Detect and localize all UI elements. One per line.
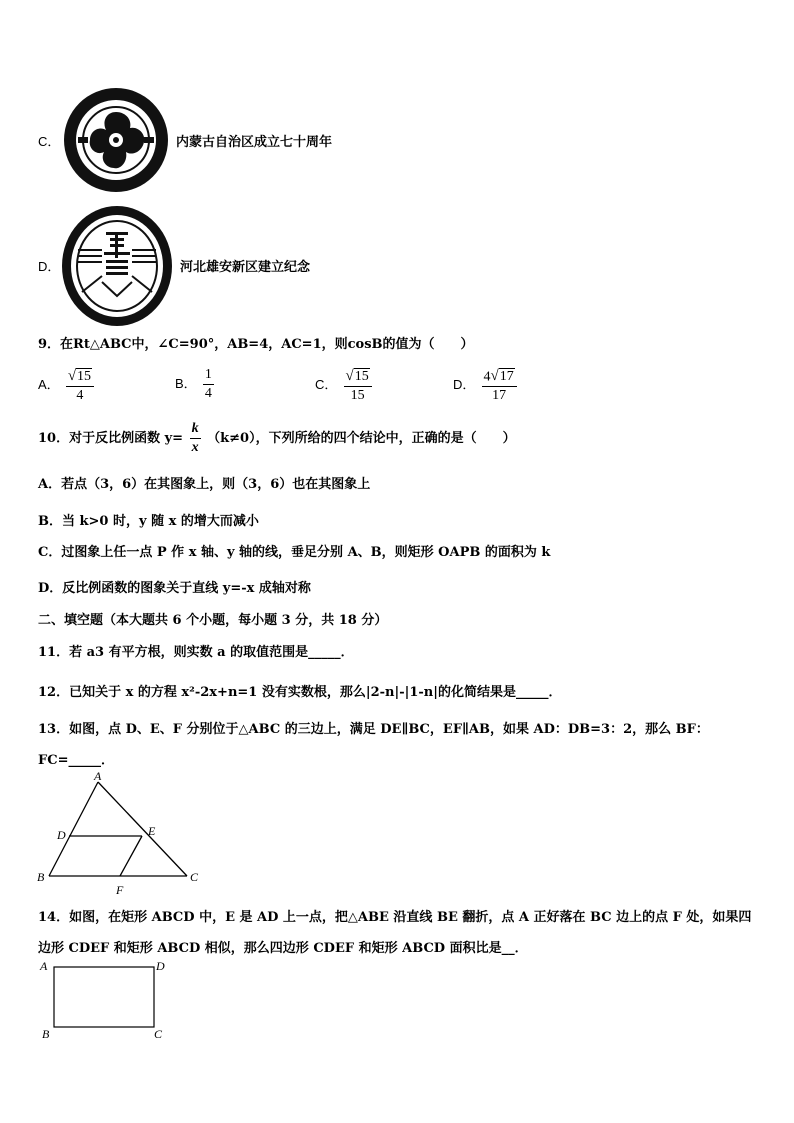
q9-option-c xyxy=(315,368,374,403)
option-c-caption: 内蒙古自治区成立七十周年 xyxy=(176,134,333,149)
fraction-k-over-x: $\frac{k}{x}$ xyxy=(191,421,199,455)
q12: 12．已知关于 x 的方程 x²-2x+n=1 没有实数根，那么|2-n|-|1-n|的化简结果是_____． xyxy=(38,685,562,700)
option-d-caption: 河北雄安新区建立纪念 xyxy=(180,259,311,274)
label-B: B xyxy=(42,1027,50,1041)
q9-option-b xyxy=(175,368,216,401)
q13-line2: FC=_____． xyxy=(38,753,114,768)
fraction: 4 √ 17 17 xyxy=(482,368,517,403)
label-C: C xyxy=(190,870,199,884)
q13-line1: 13．如图，点 D、E、F 分别位于△ABC 的三边上，满足 DE∥BC，EF∥AB，如果 AD：DB=3：2，那么 BF： xyxy=(38,722,709,737)
q10-option-a: A．若点（3，6）在其图象上，则（3，6）也在其图象上 xyxy=(38,477,371,492)
fraction: $\frac{1}{4}$ xyxy=(204,367,212,401)
q9-option-a xyxy=(38,368,96,403)
label-D: D xyxy=(57,828,66,842)
q10-option-c: C．过图象上任一点 P 作 x 轴、y 轴的线，垂足分别 A、B，则矩形 OAPB 的面积为 k xyxy=(38,545,551,560)
q14-line2: 边形 CDEF 和矩形 ABCD 相似，那么四边形 CDEF 和矩形 ABCD 面积比是__． xyxy=(38,941,528,956)
option-c-letter: C． xyxy=(38,134,61,149)
q10-option-b: B．当 k>0 时，y 随 x 的增大而减小 xyxy=(38,514,259,529)
commemorative-coin-image-c xyxy=(60,84,172,196)
label-C: C xyxy=(154,1027,163,1041)
option-d-letter: D． xyxy=(38,259,61,274)
label-F: F xyxy=(116,883,124,895)
label-A: A xyxy=(94,770,102,783)
q9-option-d xyxy=(453,368,519,403)
section-heading: 二、填空题（本大题共 6 个小题，每小题 3 分，共 18 分） xyxy=(38,613,388,628)
label-A: A xyxy=(40,959,48,973)
option-letter: C． xyxy=(315,377,338,393)
triangle-figure xyxy=(32,770,202,895)
option-letter: B． xyxy=(175,376,197,391)
option-letter: D． xyxy=(453,377,476,393)
commemorative-coin-image-d xyxy=(58,202,176,330)
q14-line1: 14．如图，在矩形 ABCD 中，E 是 AD 上一点，把△ABE 沿直线 BE 翻折，点 A 正好落在 BC 边上的点 F 处，如果四 xyxy=(38,910,752,925)
fraction: √ 15 4 xyxy=(66,368,94,403)
label-E: E xyxy=(148,824,156,838)
q11: 11．若 a3 有平方根，则实数 a 的取值范围是_____． xyxy=(38,645,354,660)
label-D: D xyxy=(156,959,165,973)
q10-option-d: D．反比例函数的图象关于直线 y=-x 成轴对称 xyxy=(38,581,311,596)
rectangle-figure xyxy=(36,958,176,1044)
q9-stem: 9．在Rt△ABC中，∠C=90°，AB=4，AC=1，则cosB的值为（ ） xyxy=(38,337,474,352)
option-letter: A． xyxy=(38,377,60,393)
q10-stem: 10．对于反比例函数 y= $\frac{k}{x}$ （k≠0），下列所给的四个结论中，正确的是（ ） xyxy=(38,421,516,455)
label-B: B xyxy=(37,870,45,884)
fraction: √ 15 15 xyxy=(344,368,372,403)
